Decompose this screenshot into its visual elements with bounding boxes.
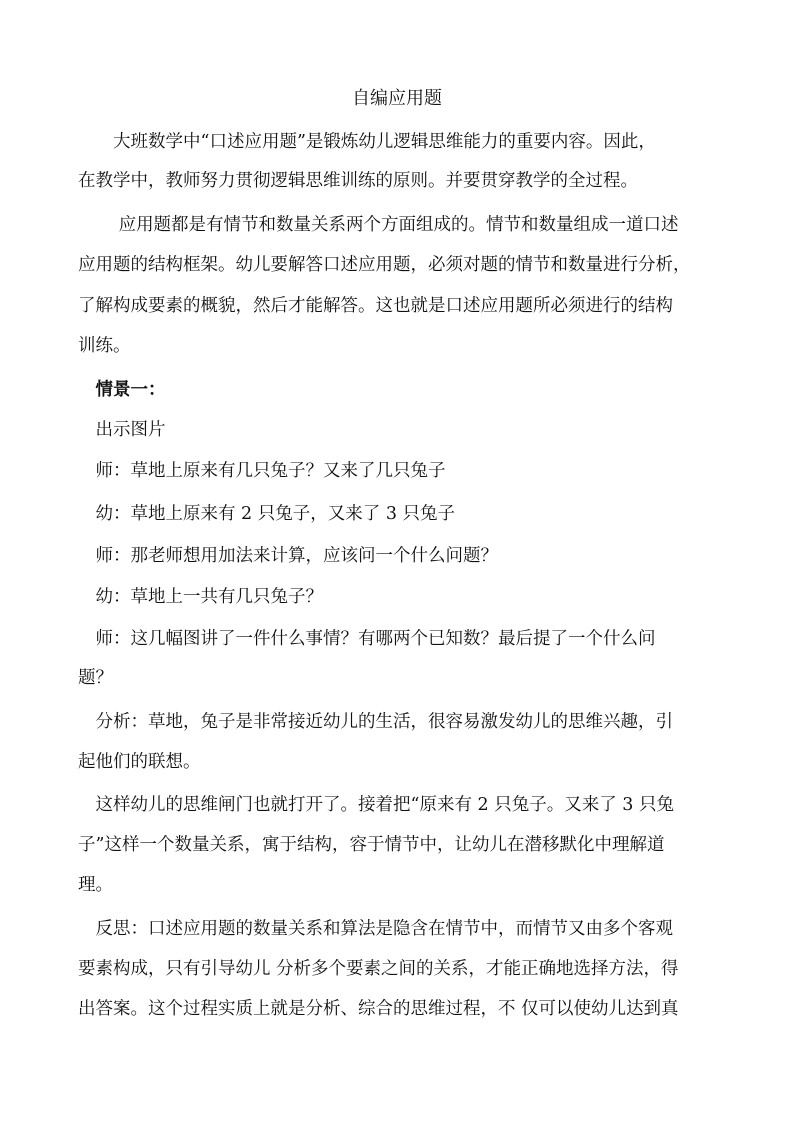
dialogue-line: 师：那老师想用加法来计算，应该问一个什么问题？ [78, 546, 498, 566]
document-title: 自编应用题 [352, 88, 442, 109]
dialogue-line: 幼：草地上原来有 2 只兔子，又来了 3 只兔子 [78, 504, 456, 524]
dialogue-line: 师：草地上原来有几只兔子？又来了几只兔子 [78, 461, 446, 481]
paragraph-line: 训练。 [78, 336, 131, 356]
dialogue-line: 师：这几幅图讲了一件什么事情？有哪两个已知数？最后提了一个什么问 [78, 629, 656, 649]
paragraph-line: 这样幼儿的思维闸门也就打开了。接着把“原来有 2 只兔子。又来了 3 只兔 [78, 795, 674, 815]
paragraph-line: 应用题都是有情节和数量关系两个方面组成的。情节和数量组成一道口述 [78, 215, 679, 235]
paragraph-line: 起他们的联想。 [78, 752, 201, 772]
paragraph-line: 反思：口述应用题的数量关系和算法是隐含在情节中，而情节又由多个客观 [78, 919, 673, 939]
dialogue-line: 题？ [78, 668, 113, 688]
paragraph-line: 子”这样一个数量关系，寓于结构，容于情节中，让幼儿在潜移默化中理解道 [78, 835, 665, 855]
dialogue-line: 幼：草地上一共有几只兔子？ [78, 587, 323, 607]
paragraph-line: 要素构成，只有引导幼儿 分析多个要素之间的关系，才能正确地选择方法，得 [78, 959, 679, 979]
section-heading: 情景一： [78, 380, 166, 400]
paragraph-line: 在教学中，教师努力贯彻逻辑思维训练的原则。并要贯穿教学的全过程。 [78, 171, 638, 191]
paragraph-line: 应用题的结构框架。幼儿要解答口述应用题，必须对题的情节和数量进行分析， [78, 255, 691, 275]
paragraph-line: 出答案。这个过程实质上就是分析、综合的思维过程，不 仅可以使幼儿达到真 [78, 999, 679, 1019]
paragraph-line: 理。 [78, 875, 113, 895]
paragraph-line: 出示图片 [78, 420, 166, 440]
paragraph-line: 分析：草地，兔子是非常接近幼儿的生活，很容易激发幼儿的思维兴趣，引 [78, 712, 673, 732]
paragraph-line: 了解构成要素的概貌，然后才能解答。这也就是口述应用题所必须进行的结构 [78, 296, 673, 316]
paragraph-line: 大班数学中“口述应用题”是锻炼幼儿逻辑思维能力的重要内容。因此， [78, 132, 656, 152]
